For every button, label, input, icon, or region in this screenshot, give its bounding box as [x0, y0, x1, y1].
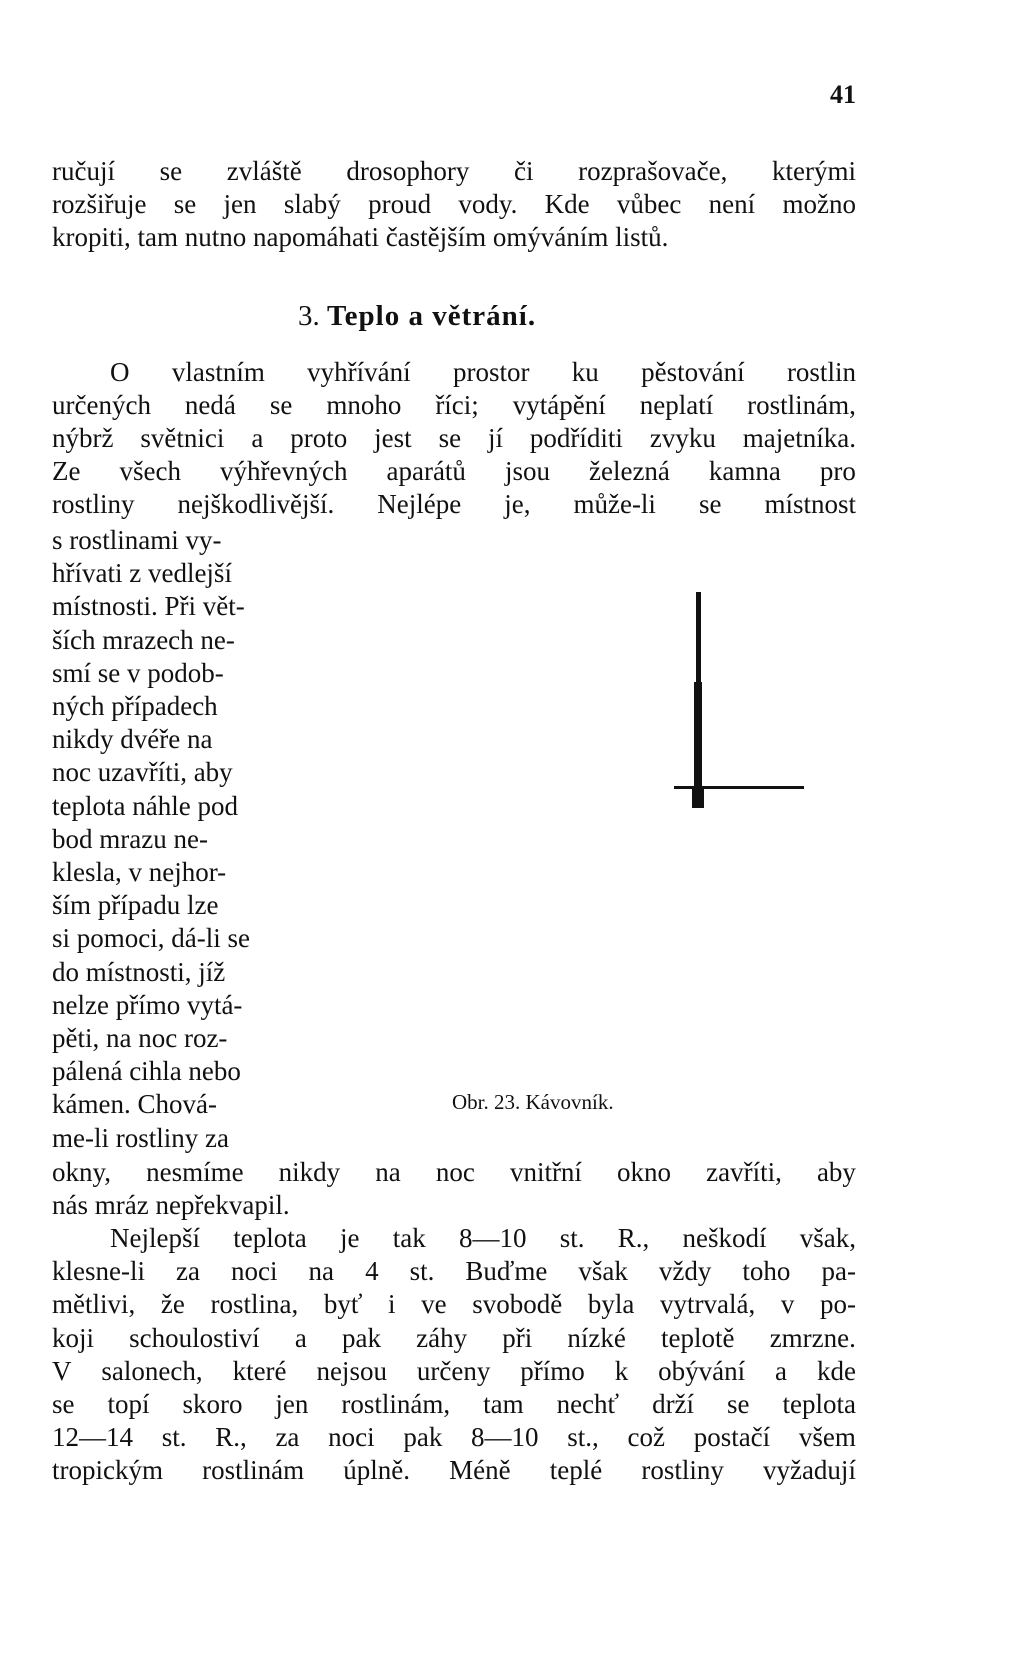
text-line: pálená cihla nebo [52, 1056, 241, 1087]
text-line: pěti, na noc roz- [52, 1023, 228, 1053]
text-line: Ze všech výhřevných aparátů jsou železná kamna pro [52, 456, 856, 486]
text-line: bod mrazu ne- [52, 823, 208, 854]
figure-stem-lower [694, 682, 702, 802]
text-line: se topí skoro jen rostlinám, tam nechť drží se teplota [52, 1389, 856, 1419]
text-line: nýbrž světnici a proto jest se jí podříditi zvyku majetníka. [52, 423, 856, 453]
text-line: smí se v podob- [52, 657, 224, 688]
text-line: ručují se zvláště drosophory či rozprašovače, kterými [52, 156, 856, 186]
coffee-plant-figure [650, 592, 840, 842]
figure-caption: Obr. 23. Kávovník. [452, 1090, 614, 1114]
text-line: O vlastním vyhřívání prostor ku pěstování rostlin [110, 357, 856, 387]
text-line: rostliny nejškodlivější. Nejlépe je, může-li se místnost [52, 489, 856, 519]
text-line: me-li rostliny za [52, 1122, 229, 1153]
text-line: ších mrazech ne- [52, 624, 235, 655]
text-line: s rostlinami vy- [52, 525, 222, 555]
text-line: tropickým rostlinám úplně. Méně teplé rostliny vyžadují [52, 1455, 856, 1486]
text-line: ných případech [52, 691, 218, 721]
text-line: místnosti. Při vět- [52, 591, 245, 622]
text-line: si pomoci, dá-li se [52, 923, 250, 954]
section-title: Teplo a větrání. [327, 300, 537, 332]
text-line: hřívati z vedlejší [52, 558, 232, 589]
text-line: teplota náhle pod [52, 790, 238, 821]
text-line: nelze přímo vytá- [52, 989, 243, 1020]
text-line: klesla, v nejhor- [52, 857, 227, 887]
text-line: 12—14 st. R., za noci pak 8—10 st., což postačí všem [52, 1422, 856, 1453]
text-line: kámen. Chová- [52, 1089, 217, 1120]
text-line: do místnosti, jíž [52, 956, 226, 987]
text-line: ším případu lze [52, 890, 219, 921]
text-line: Nejlepší teplota je tak 8—10 st. R., neškodí však, [110, 1223, 856, 1253]
text-line: V salonech, které nejsou určeny přímo k obývání a kde [52, 1355, 856, 1386]
text-line: klesne-li za noci na 4 st. Buďme však vždy toho pa- [52, 1256, 856, 1287]
text-line: noc uzavříti, aby [52, 757, 233, 788]
section-number: 3. [298, 300, 327, 332]
page-number: 41 [830, 80, 856, 109]
text-line: mětlivi, že rostlina, byť i ve svobodě byla vytrvalá, v po- [52, 1289, 856, 1320]
text-line: nikdy dvéře na [52, 724, 213, 755]
text-line: rozšiřuje se jen slabý proud vody. Kde vůbec není možno [52, 189, 856, 219]
section-heading [298, 300, 536, 332]
text-line: koji schoulostiví a pak záhy při nízké teplotě zmrzne. [52, 1322, 856, 1353]
text-line: určených nedá se mnoho říci; vytápění neplatí rostlinám, [52, 390, 856, 420]
text-line: okny, nesmíme nikdy na noc vnitřní okno zavříti, aby [52, 1157, 856, 1187]
text-line: kropiti, tam nutno napomáhati častějším omýváním listů. [52, 222, 669, 252]
text-line: nás mráz nepřekvapil. [52, 1190, 290, 1220]
figure-base [692, 788, 704, 808]
